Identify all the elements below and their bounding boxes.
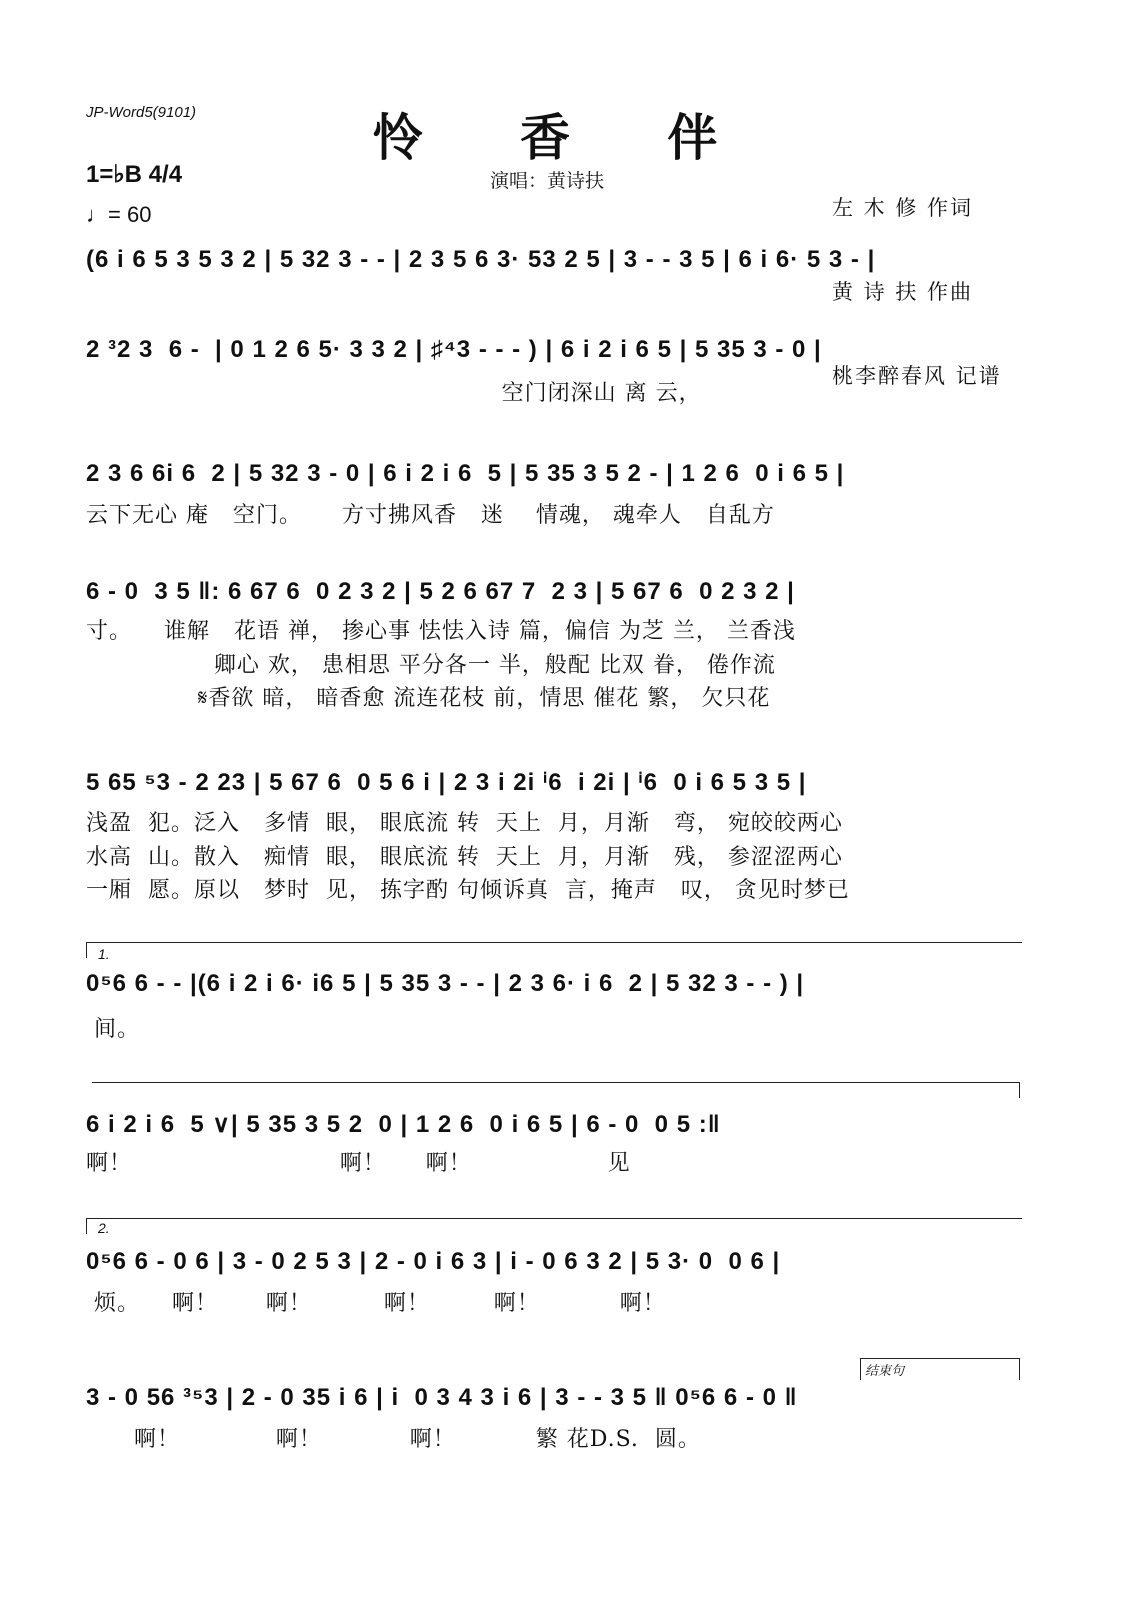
score-row-9-lyric-1: 啊！ 啊！ 啊！ 繁 花D.S. 圆。 [86, 1427, 701, 1452]
singer-credit: 演唱：黄诗扶 [490, 170, 605, 192]
lyricist-credit: 左 木 修 作词 [832, 196, 974, 220]
volta-2-bracket [86, 1218, 1022, 1219]
score-row-9-notes: 3 - 0 56 ³⁵3 | 2 - 0 35 i 6 | i 0 3 4 3 i 6 | 3 - - 3 5 ‖ 0⁵6 6 - 0 ‖ [86, 1384, 798, 1411]
volta-1-tick [86, 942, 87, 958]
score-row-4-lyric-2: 卿心 欢， 患相思 平分各一 半，般配 比双 眷， 倦作流 [86, 653, 776, 678]
score-row-4-lyric-3: 𝄋香欲 暗， 暗香愈 流连花枝 前，情思 催花 繁， 欠只花 [86, 686, 771, 711]
volta-2-label: 2. [98, 1220, 110, 1236]
score-row-6-lyric-1: 间。 [86, 1017, 140, 1042]
volta-2-tick [86, 1218, 87, 1234]
score-row-6-notes: 0⁵6 6 - - |(6 i 2 i 6· i6 5 | 5 35 3 - - | 2 3 6· i 6 2 | 5 32 3 - - ) | [86, 970, 805, 997]
volta-1-label: 1. [98, 946, 110, 962]
score-row-8-lyric-1: 烦。 啊！ 啊！ 啊！ 啊！ 啊！ [86, 1291, 666, 1316]
volta-1-bracket [86, 942, 1022, 943]
score-row-5-notes: 5 65 ⁵3 - 2 23 | 5 67 6 0 5 6 i | 2 3 i 2i ⁱ6 i 2i | ⁱ6 0 i 6 5 3 5 | [86, 769, 807, 796]
score-row-2-notes: 2 ³2 3 6 - | 0 1 2 6 5· 3 3 2 | ♯⁴3 - - - ) | 6 i 2 i 6 5 | 5 35 3 - 0 | [86, 336, 822, 363]
score-row-7-lyric-1: 啊！ 啊！ 啊！ 见 [86, 1151, 631, 1176]
software-label: JP-Word5(9101) [86, 104, 197, 121]
transcriber-credit: 桃李醉春风 记谱 [832, 364, 1002, 388]
score-row-5-lyric-2: 水高 山。散入 痴情 眼， 眼底流 转 天上 月，月渐 残， 参涩涩两心 [86, 845, 843, 870]
score-row-4-notes: 6 - 0 3 5 ‖: 6 67 6 0 2 3 2 | 5 2 6 67 7 2 3 | 5 67 6 0 2 3 2 | [86, 578, 795, 605]
repeat-bracket-end-tick [1019, 1082, 1020, 1098]
repeat-bracket [92, 1082, 1020, 1083]
score-row-7-notes: 6 i 2 i 6 5 ∨| 5 35 3 5 2 0 | 1 2 6 0 i 6 5 | 6 - 0 0 5 :‖ [86, 1111, 721, 1138]
key-signature: 1=♭B 4/4 [86, 161, 183, 188]
score-row-1-notes: (6 i 6 5 3 5 3 2 | 5 32 3 - - | 2 3 5 6 3· 53 2 5 | 3 - - 3 5 | 6 i 6· 5 3 - | [86, 246, 876, 273]
composer-credit: 黄 诗 扶 作曲 [832, 280, 974, 304]
tempo-marking: ♩= 60 [86, 202, 152, 227]
score-row-5-lyric-1: 浅盈 犯。泛入 多情 眼， 眼底流 转 天上 月，月渐 弯， 宛皎皎两心 [86, 811, 843, 836]
score-row-3-notes: 2 3 6 6i 6 2 | 5 32 3 - 0 | 6 i 2 i 6 5 | 5 35 3 5 2 - | 1 2 6 0 i 6 5 | [86, 460, 845, 487]
song-title: 怜 香 伴 [372, 108, 758, 167]
score-row-4-lyric-1: 寸。 谁解 花语 禅， 掺心事 怯怯入诗 篇，偏信 为芝 兰， 兰香浅 [86, 619, 796, 644]
score-row-3-lyric-1: 云下无心 庵 空门。 方寸拂风香 迷 情魂， 魂牵人 自乱方 [86, 503, 775, 528]
score-row-8-notes: 0⁵6 6 - 0 6 | 3 - 0 2 5 3 | 2 - 0 i 6 3 | i - 0 6 3 2 | 5 3· 0 0 6 | [86, 1248, 781, 1275]
score-row-2-lyric-1: 空门闭深山 离 云， [86, 381, 702, 406]
score-row-5-lyric-3: 一厢 愿。原以 梦时 见， 拣字酌 句倾诉真 言，掩声 叹， 贪见时梦已 [86, 878, 850, 903]
ending-label: 结束句 [860, 1358, 1020, 1380]
